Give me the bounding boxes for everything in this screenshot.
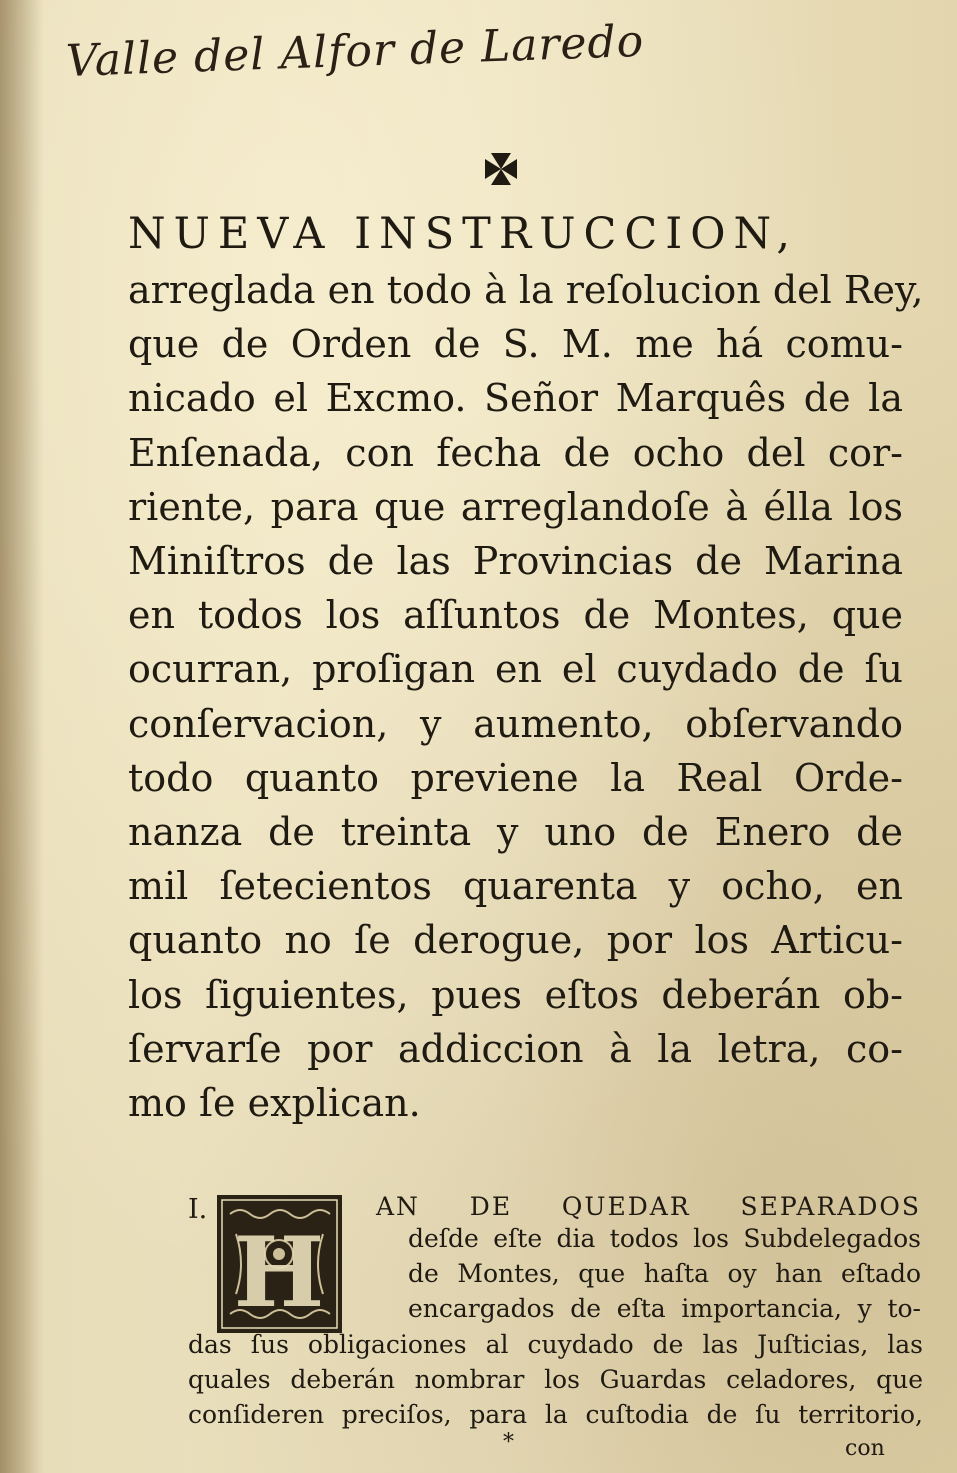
article-heading: AN DE QUEDAR SEPARADOS	[376, 1192, 921, 1221]
body-line: Enſenada, con fecha de ocho del cor-	[128, 430, 903, 475]
body-line: arreglada en todo à la reſolucion del Rey,	[128, 268, 924, 312]
body-line: ſervarſe por addiccion à la letra, co-	[128, 1026, 903, 1071]
body-line: ocurran, proſigan en el cuydado de ſu	[128, 647, 903, 692]
body-line: mil ſetecientos quarenta y ocho, en	[128, 864, 903, 909]
handwritten-annotation: Valle del Alfor de Laredo	[65, 15, 645, 87]
dropcap-letter: H	[233, 1216, 325, 1329]
body-line: mo ſe explican.	[128, 1081, 421, 1126]
article-line: quales deberán nombrar los Guardas celadores, que	[188, 1365, 923, 1394]
body-line: en todos los aſſuntos de Montes, que	[128, 593, 903, 638]
body-line: todo quanto previene la Real Orde-	[128, 755, 903, 800]
article-line: conſideren preciſos, para la cuſtodia de ſu territorio,	[188, 1400, 923, 1429]
article-line: de Montes, que haſta oy han eſtado	[408, 1259, 921, 1288]
body-line: quanto no ſe derogue, por los Articu-	[128, 918, 903, 963]
article-line: encargados de eſta importancia, y to-	[408, 1294, 921, 1323]
body-line: conſervacion, y aumento, obſervando	[128, 701, 903, 746]
article-one	[188, 1190, 923, 1460]
binding-shadow	[0, 0, 44, 1473]
catchword: con	[845, 1436, 885, 1461]
body-line: Miniſtros de las Provincias de Marina	[128, 539, 903, 584]
article-line: das ſus obligaciones al cuydado de las Juſticias, las	[188, 1330, 923, 1359]
signature-mark: *	[503, 1430, 514, 1455]
body-line: que de Orden de S. M. me há comu-	[128, 322, 903, 367]
document-title: NUEVA INSTRUCCION,	[128, 209, 799, 259]
title-block	[128, 205, 924, 1130]
decorated-initial-icon	[216, 1194, 343, 1334]
cross-ornament-icon	[482, 150, 520, 188]
body-line: nanza de treinta y uno de Enero de	[128, 810, 903, 855]
body-line: nicado el Excmo. Señor Marquês de la	[128, 376, 903, 421]
article-number: I.	[188, 1194, 208, 1225]
article-line: deſde eſte dia todos los Subdelegados	[408, 1224, 921, 1253]
body-line: los ſiguientes, pues eſtos deberán ob-	[128, 972, 903, 1017]
body-line: riente, para que arreglandoſe à élla los	[128, 484, 903, 529]
